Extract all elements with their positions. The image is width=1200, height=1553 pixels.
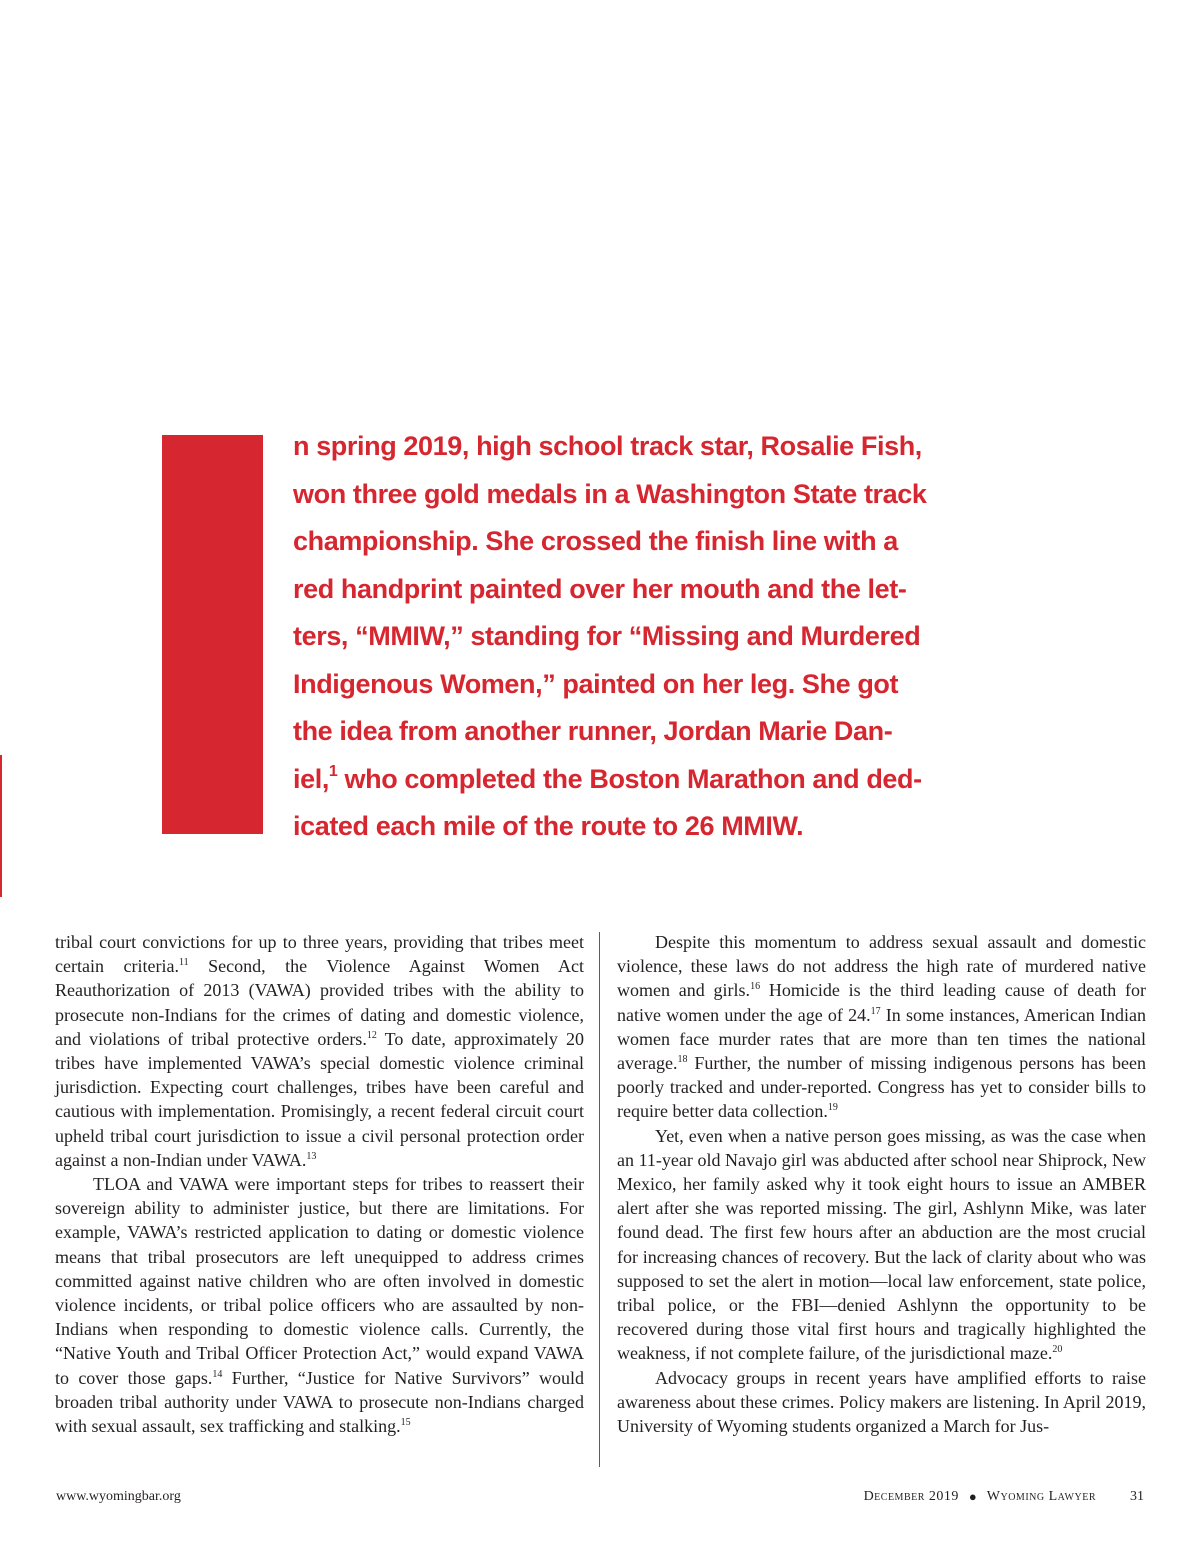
intro-line: icated each mile of the route to 26 MMIW.: [293, 811, 804, 841]
body-paragraph: Advocacy groups in recent years have amplified efforts to raise awareness about these crimes. Policy makers are listening. In April 2019, University of Wyoming students organized a March for Jus-: [617, 1367, 1146, 1437]
body-paragraph: [55, 930, 584, 1172]
footnote-ref: 17: [870, 1005, 881, 1017]
body-text: In some instances, American Indian women face murder rates that are more than ten times the national average.: [617, 1004, 1146, 1074]
footnote-ref: 19: [827, 1102, 838, 1114]
footer-website[interactable]: www.wyomingbar.org: [56, 1489, 181, 1504]
intro-line: Indigenous Women,” painted on her leg. She got: [293, 668, 899, 699]
footnote-ref: 14: [212, 1368, 223, 1380]
body-paragraph: [617, 930, 1146, 1124]
intro-pull-paragraph: [293, 423, 968, 851]
intro-text: iel,: [293, 763, 329, 794]
footer-publication: Wyoming Lawyer: [986, 1489, 1096, 1504]
body-text: Second, the Violence Against Women Act Reauthorization of 2013 (VAWA) provided tribes with the ability to prosecute non-Indians for the crimes of dating and domestic violence, and violations of tribal protective orders.: [55, 956, 584, 1049]
body-text: To date, approximately 20 tribes have implemented VAWA’s special domestic violence criminal jurisdiction. Expecting court challenges, tribes have been careful and cautious with implementation. Promisingly, a recent federal circuit court upheld tribal court jurisdiction to issue a civil personal protection order against a non-Indian under VAWA.: [55, 1028, 585, 1170]
intro-line: n spring 2019, high school track star, Rosalie Fish,: [293, 431, 922, 461]
footnote-ref: 12: [366, 1029, 377, 1041]
footnote-ref: 15: [400, 1417, 411, 1429]
drop-cap-letter-i: [162, 435, 263, 834]
page-edge-accent-line: [0, 755, 2, 897]
footnote-ref: 11: [178, 957, 189, 969]
body-text: Further, the number of missing indigenous persons has been poorly tracked and under-reported. Congress has yet to consider bills to require better data collection.: [617, 1053, 1146, 1122]
body-text: Despite this momentum to address sexual assault and domestic violence, these laws do not address the high rate of murdered native women and girls.: [617, 932, 1146, 1001]
body-text: tribal court convictions for up to three years, providing that tribes meet certain criteria.: [55, 932, 584, 977]
column-divider: [599, 932, 600, 1467]
body-paragraph: [617, 1124, 1146, 1366]
body-text: Yet, even when a native person goes missing, as was the case when an 11-year old Navajo girl was abducted after school near Shiprock, New Mexico, her family asked why it took eight hours to issue an AMBER alert after she was reported missing. The girl, Ashlynn Mike, was later found dead. The first few hours after an abduction are the most crucial for increasing chances of recovery. But the lack of clarity about who was supposed to set the alert in motion—local law enforcement, state police, tribal police, or the FBI—denied Ashlynn the opportunity to be recovered during those vital first hours and tragically highlighted the weakness, if not complete failure, of the jurisdictional maze.: [617, 1125, 1146, 1364]
footnote-ref: 13: [306, 1150, 317, 1162]
footnote-ref: 1: [328, 762, 338, 780]
intro-line: red handprint painted over her mouth and the let-: [293, 573, 907, 604]
footnote-ref: 16: [750, 981, 761, 993]
footnote-ref: 18: [677, 1054, 688, 1066]
right-column: [617, 930, 1146, 1438]
body-text: Further, “Justice for Native Survivors” would broaden tribal authority under VAWA to prosecute non-Indians charged with sexual assault, sex trafficking and stalking.: [55, 1367, 584, 1437]
intro-line: won three gold medals in a Washington State track: [293, 478, 927, 509]
page-number: 31: [1130, 1489, 1144, 1504]
footer-date: December 2019: [863, 1489, 959, 1504]
body-text: TLOA and VAWA were important steps for tribes to reassert their sovereign ability to administer justice, but there are limitations. For example, VAWA’s restricted application to dating or domestic violence means that tribal prosecutors are left unequipped to address crimes committed against native children who are often involved in domestic violence incidents, or tribal police officers who are assaulted by non-Indians when responding to domestic violence calls. Currently, the “Native Youth and Tribal Officer Protection Act,” would expand VAWA to cover those gaps.: [55, 1174, 584, 1388]
body-paragraph: [55, 1172, 584, 1438]
intro-line: the idea from another runner, Jordan Marie Dan-: [293, 716, 893, 746]
intro-text: who completed the Boston Marathon and ded-: [337, 763, 922, 794]
intro-line: championship. She crossed the finish line with a: [293, 526, 898, 556]
intro-line: ters, “MMIW,” standing for “Missing and Murdered: [293, 621, 921, 651]
footer-issue-info: [864, 1488, 1144, 1506]
left-column: [55, 930, 584, 1438]
bullet-separator-icon: ●: [968, 1489, 977, 1504]
intro-line: [293, 756, 968, 804]
footnote-ref: 20: [1052, 1344, 1063, 1356]
body-text: Homicide is the third leading cause of death for native women under the age of 24.: [617, 980, 1147, 1025]
